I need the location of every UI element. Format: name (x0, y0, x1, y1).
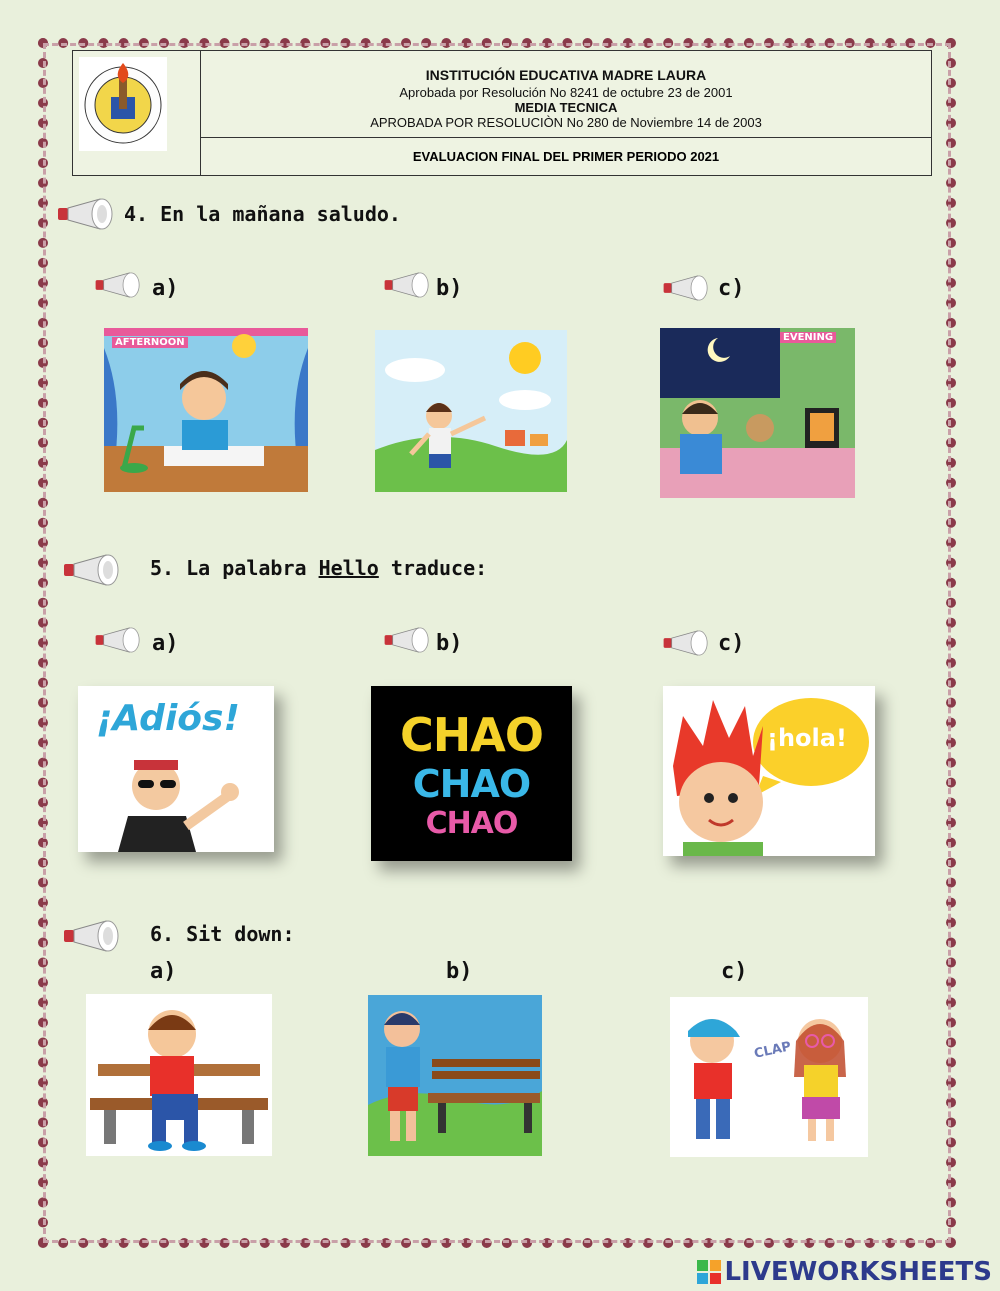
speaker-icon[interactable] (94, 626, 144, 654)
media-tecnica: MEDIA TECNICA (514, 100, 618, 115)
speaker-icon[interactable] (662, 274, 712, 302)
resolution-line-2: APROBADA POR RESOLUCIÒN No 280 de Noviembre 14 de 2003 (370, 115, 762, 130)
hola-text: ¡hola! (767, 724, 847, 752)
q5-option-c-image[interactable] (663, 686, 875, 856)
worksheet-header (72, 50, 932, 176)
question-6-text: 6. Sit down: (150, 922, 295, 946)
question-5-prefix: 5. La palabra (150, 556, 319, 580)
school-logo (79, 57, 167, 151)
q4-option-b-label: b) (436, 276, 463, 301)
sitting-boy-illustration (86, 994, 272, 1156)
adios-text: ¡Adiós! (96, 698, 240, 739)
q6-option-b-image[interactable] (368, 995, 542, 1156)
q6-option-a-label: a) (150, 959, 177, 984)
chao-line-3: CHAO (425, 806, 518, 841)
question-5-word: Hello (318, 556, 379, 580)
morning-boy-illustration (375, 330, 567, 492)
q5-option-c-label: c) (718, 631, 745, 656)
question-4-text: 4. En la mañana saludo. (124, 202, 401, 226)
evening-boy-illustration (660, 328, 855, 498)
q5-option-b-label: b) (436, 631, 463, 656)
waving-boy-illustration (78, 746, 274, 852)
header-divider (201, 137, 931, 138)
evening-caption: EVENING (780, 332, 836, 343)
resolution-line-1: Aprobada por Resolución No 8241 de octubre 23 de 2001 (399, 85, 733, 100)
afternoon-boy-illustration (104, 328, 308, 492)
liveworksheets-brand[interactable]: LIVEWORKSHEETS (724, 1257, 992, 1287)
speaker-icon[interactable] (662, 629, 712, 657)
q4-option-c-label: c) (718, 276, 745, 301)
q4-option-a-label: a) (152, 276, 179, 301)
header-text-block (201, 51, 931, 130)
speaker-icon[interactable] (94, 271, 144, 299)
q5-option-a-image[interactable] (78, 686, 274, 852)
clapping-kids-illustration (670, 997, 868, 1157)
speaker-icon[interactable] (62, 919, 124, 953)
clap-text: CLAP (752, 1039, 793, 1062)
evaluation-title: EVALUACION FINAL DEL PRIMER PERIODO 2021 (412, 149, 720, 164)
standing-boy-illustration (368, 995, 542, 1156)
q5-option-b-image[interactable] (371, 686, 572, 861)
hola-boy-illustration (663, 686, 875, 856)
q4-option-c-image[interactable] (660, 328, 855, 498)
q5-option-a-label: a) (152, 631, 179, 656)
q6-option-c-label: c) (721, 959, 748, 984)
liveworksheets-logo-icon (697, 1260, 721, 1284)
question-5-suffix: traduce: (378, 556, 488, 580)
q6-option-c-image[interactable] (670, 997, 868, 1157)
question-5-text (150, 556, 487, 580)
institution-name: INSTITUCIÓN EDUCATIVA MADRE LAURA (425, 67, 707, 83)
logo-cell (73, 51, 201, 175)
chao-line-1: CHAO (400, 708, 543, 762)
speaker-icon[interactable] (383, 271, 433, 299)
speaker-icon[interactable] (56, 197, 118, 231)
q4-option-b-image[interactable] (375, 330, 567, 492)
afternoon-caption: AFTERNOON (112, 337, 188, 348)
q6-option-b-label: b) (446, 959, 473, 984)
q4-option-a-image[interactable] (104, 328, 308, 492)
q6-option-a-image[interactable] (86, 994, 272, 1156)
chao-line-2: CHAO (412, 762, 531, 806)
speaker-icon[interactable] (62, 553, 124, 587)
speaker-icon[interactable] (383, 626, 433, 654)
